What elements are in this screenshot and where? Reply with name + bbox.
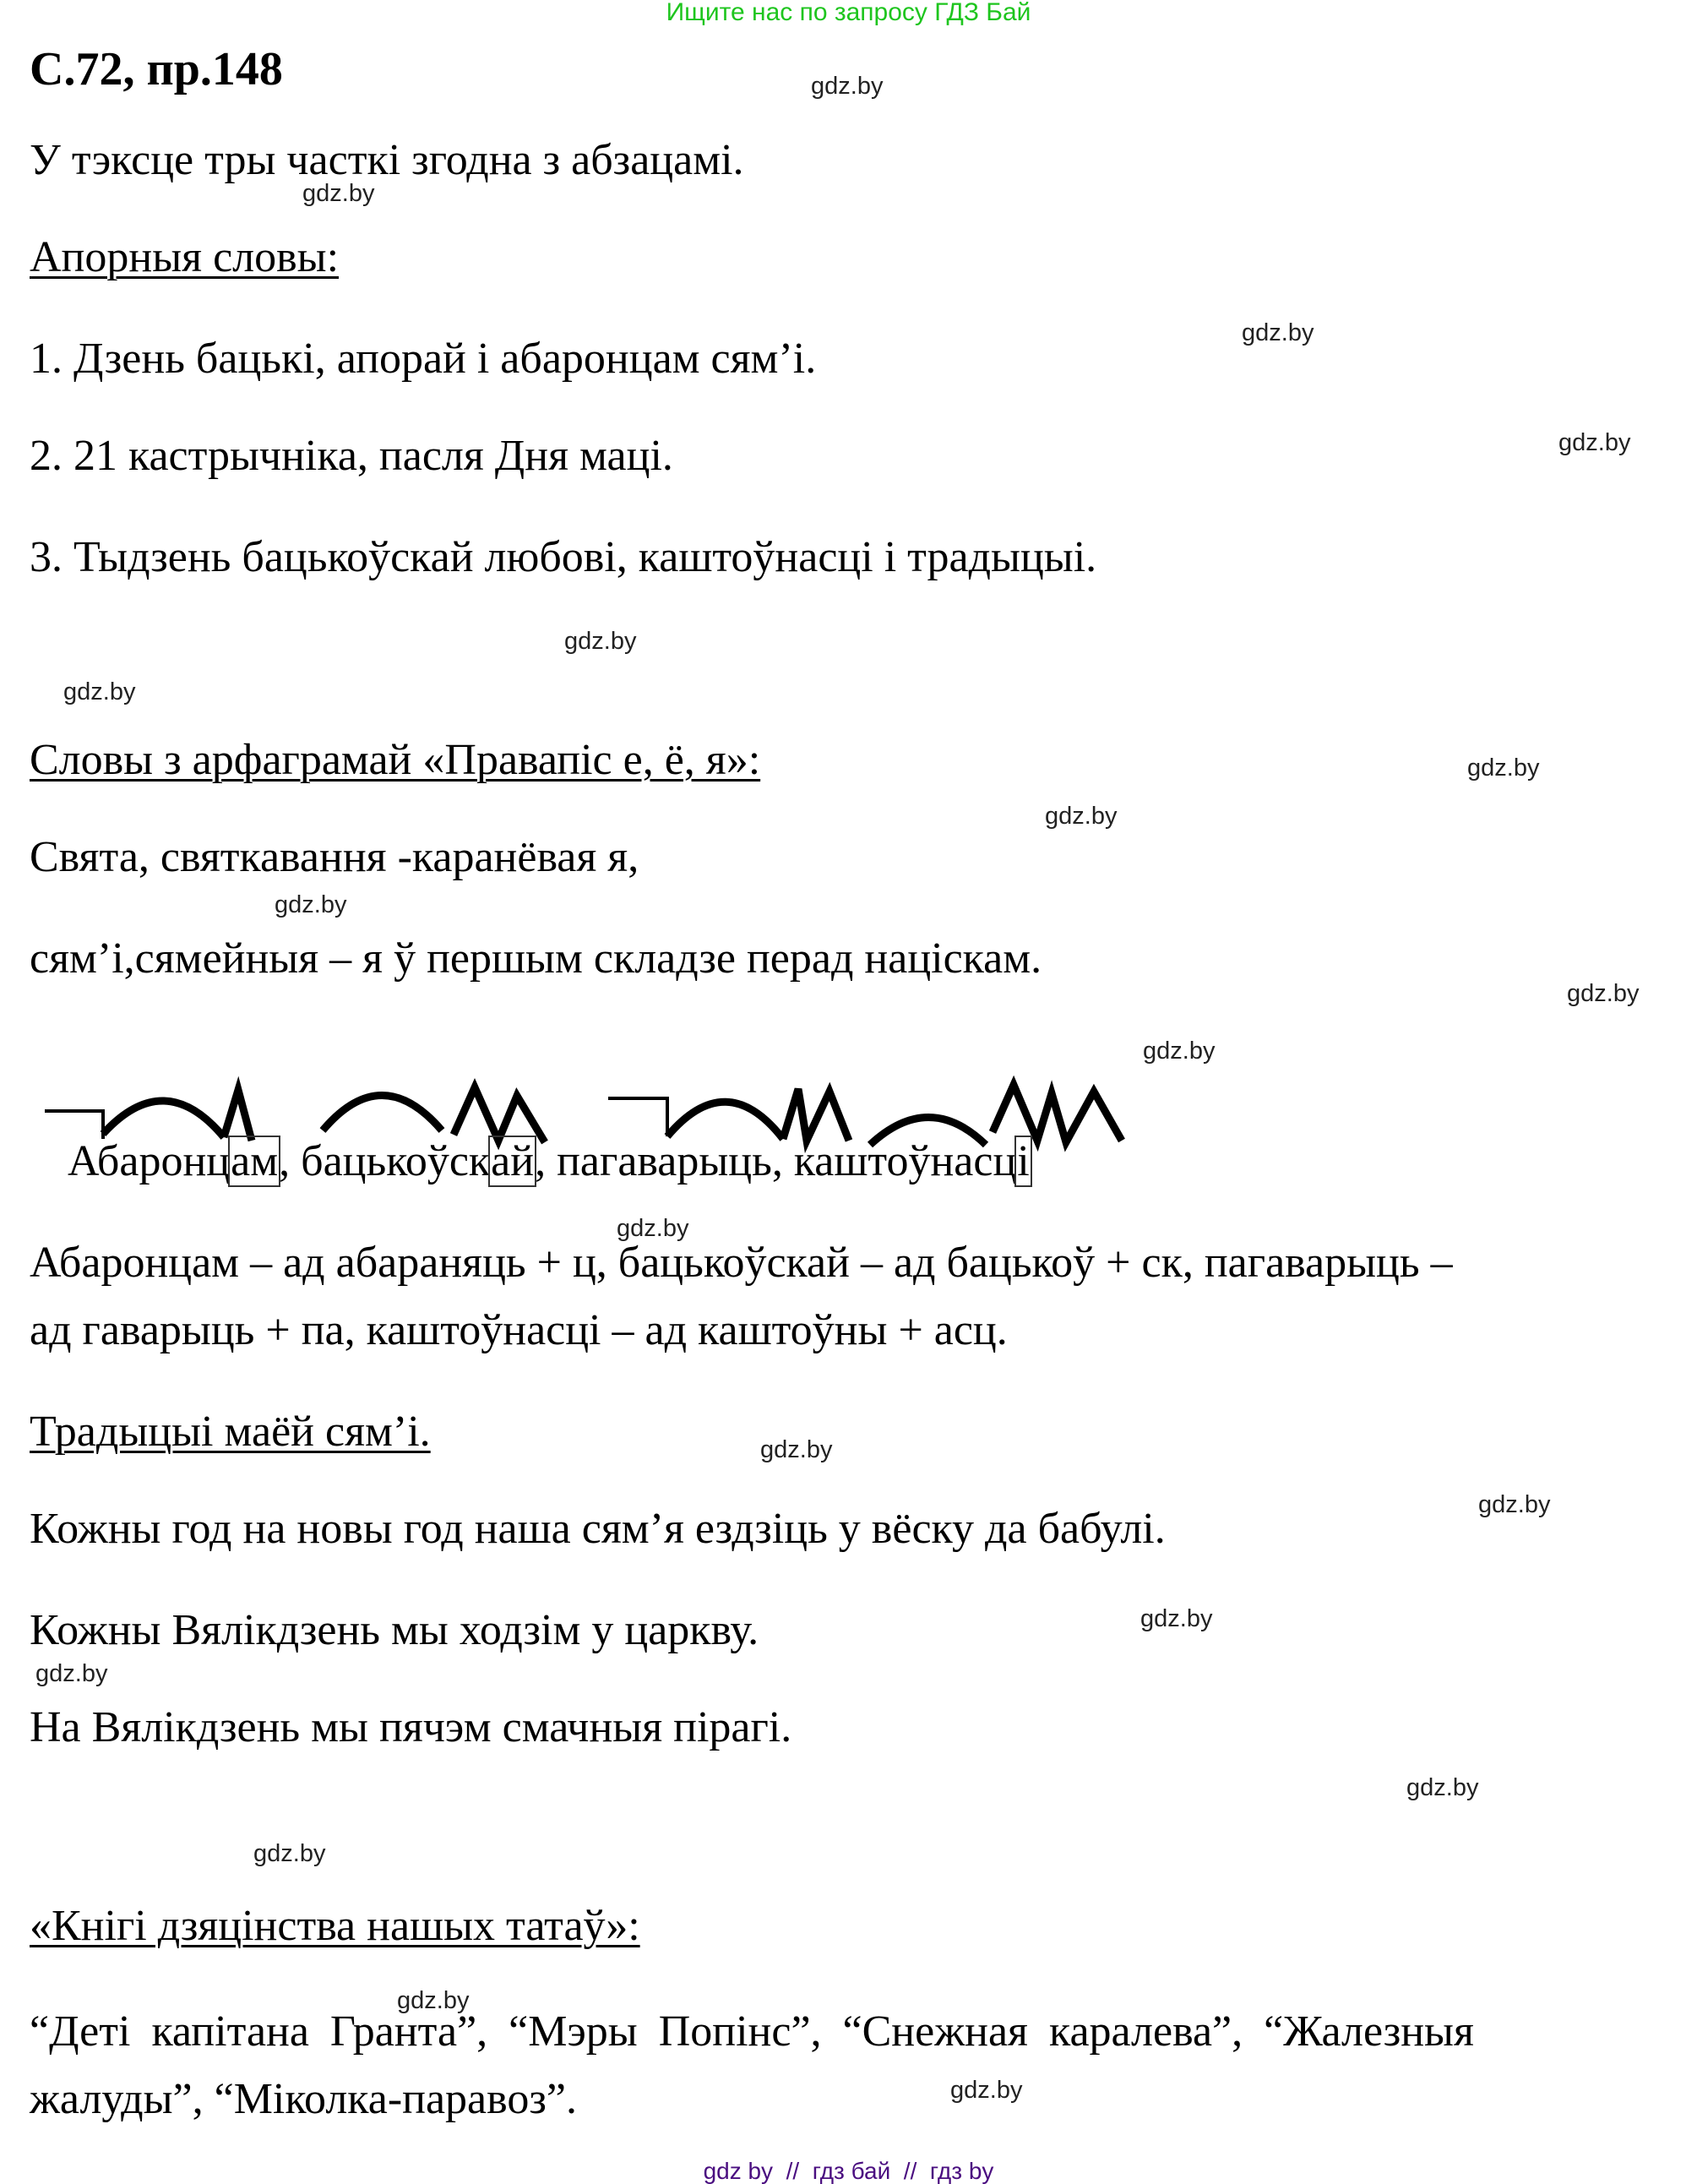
ending-box: ам xyxy=(231,1137,279,1185)
morpheme-word-3: пагаварыць, xyxy=(557,1137,783,1185)
orthogram-line-2: сям’і,сямейныя – я ў першым складзе перад націскам. xyxy=(30,934,1042,983)
watermark: gdz.by xyxy=(397,1987,470,2014)
watermark: gdz.by xyxy=(1558,429,1631,456)
root-arc-icon xyxy=(103,1101,224,1137)
tradition-line-3: На Вялікдзень мы пячэм смачныя пірагі. xyxy=(30,1703,792,1751)
watermark: gdz.by xyxy=(1406,1774,1479,1801)
watermark: gdz.by xyxy=(1140,1605,1213,1632)
watermark: gdz.by xyxy=(1143,1038,1216,1065)
books-heading: «Кнігі дзяцінства нашых татаў»: xyxy=(30,1902,640,1950)
derivation-line-1: Абаронцам – ад абараняць + ц, бацькоўскай – ад бацькоў + ск, пагаварыць – xyxy=(30,1239,1453,1287)
watermark: gdz.by xyxy=(1242,319,1314,346)
watermark: gdz.by xyxy=(1478,1491,1551,1518)
watermark: gdz.by xyxy=(1567,980,1640,1007)
tradition-line-2: Кожны Вялікдзень мы ходзім у царкву. xyxy=(30,1606,759,1654)
books-line-2: жалуды”, “Міколка-паравоз”. xyxy=(30,2075,577,2123)
watermark: gdz.by xyxy=(63,678,136,705)
orthogram-line-1: Свята, святкавання -каранёвая я, xyxy=(30,833,639,881)
morpheme-word-4: каштоўнасці xyxy=(793,1137,1030,1185)
watermark: gdz.by xyxy=(1467,754,1540,782)
suffix-mark-icon xyxy=(783,1089,849,1141)
prefix-mark-icon xyxy=(45,1111,103,1139)
search-banner: Ищите нас по запросу ГДЗ Бай xyxy=(666,0,1031,26)
watermark: gdz.by xyxy=(950,2077,1023,2104)
watermark: gdz.by xyxy=(1045,803,1118,830)
ending-box: і xyxy=(1017,1137,1030,1185)
ending-box: ай xyxy=(491,1137,535,1185)
morpheme-word-1: Абаронцам, xyxy=(68,1137,291,1185)
suffix-mark-icon xyxy=(993,1085,1122,1142)
traditions-heading: Традыцыі маёй сям’і. xyxy=(30,1408,431,1456)
suffix-mark-icon xyxy=(224,1090,252,1141)
intro-text: У тэксце тры часткі згодна з абзацамі. xyxy=(30,136,744,184)
morpheme-word-2: бацькоўскай, xyxy=(301,1137,547,1185)
morpheme-words xyxy=(68,1136,1031,1187)
watermark: gdz.by xyxy=(253,1840,326,1867)
keywords-heading: Апорныя словы: xyxy=(30,233,340,281)
watermark: gdz.by xyxy=(811,73,884,100)
keyword-item-2: 2. 21 кастрычніка, пасля Дня маці. xyxy=(30,432,673,480)
tradition-line-1: Кожны год на новы год наша сям’я ездзіць у вёску да бабулі. xyxy=(30,1505,1166,1553)
watermark: gdz.by xyxy=(760,1436,833,1463)
root-arc-icon xyxy=(323,1096,442,1131)
keyword-item-1: 1. Дзень бацькі, апорай і абаронцам сям’і. xyxy=(30,335,817,383)
watermark: gdz.by xyxy=(617,1215,689,1242)
watermark: gdz.by xyxy=(35,1660,108,1687)
watermark: gdz.by xyxy=(564,628,637,655)
books-line-1: “Деті капітана Гранта”, “Мэры Попінс”, “Снежная каралева”, “Жалезныя xyxy=(30,2007,1474,2056)
prefix-mark-icon xyxy=(608,1098,667,1136)
keyword-item-3: 3. Тыдзень бацькоўскай любові, каштоўнасці і традыцыі. xyxy=(30,533,1097,581)
derivation-line-2: ад гаварыць + па, каштоўнасці – ад каштоўны + асц. xyxy=(30,1306,1008,1354)
orthogram-heading: Словы з арфаграмай «Правапіс е, ё, я»: xyxy=(30,736,761,784)
watermark: gdz.by xyxy=(275,891,347,918)
suffix-mark-icon xyxy=(454,1087,545,1142)
root-arc-icon xyxy=(667,1102,783,1139)
watermark: gdz.by xyxy=(302,180,375,207)
page-title: С.72, пр.148 xyxy=(30,43,283,95)
footer-links: gdz by // гдз бай // гдз by xyxy=(703,2158,994,2184)
